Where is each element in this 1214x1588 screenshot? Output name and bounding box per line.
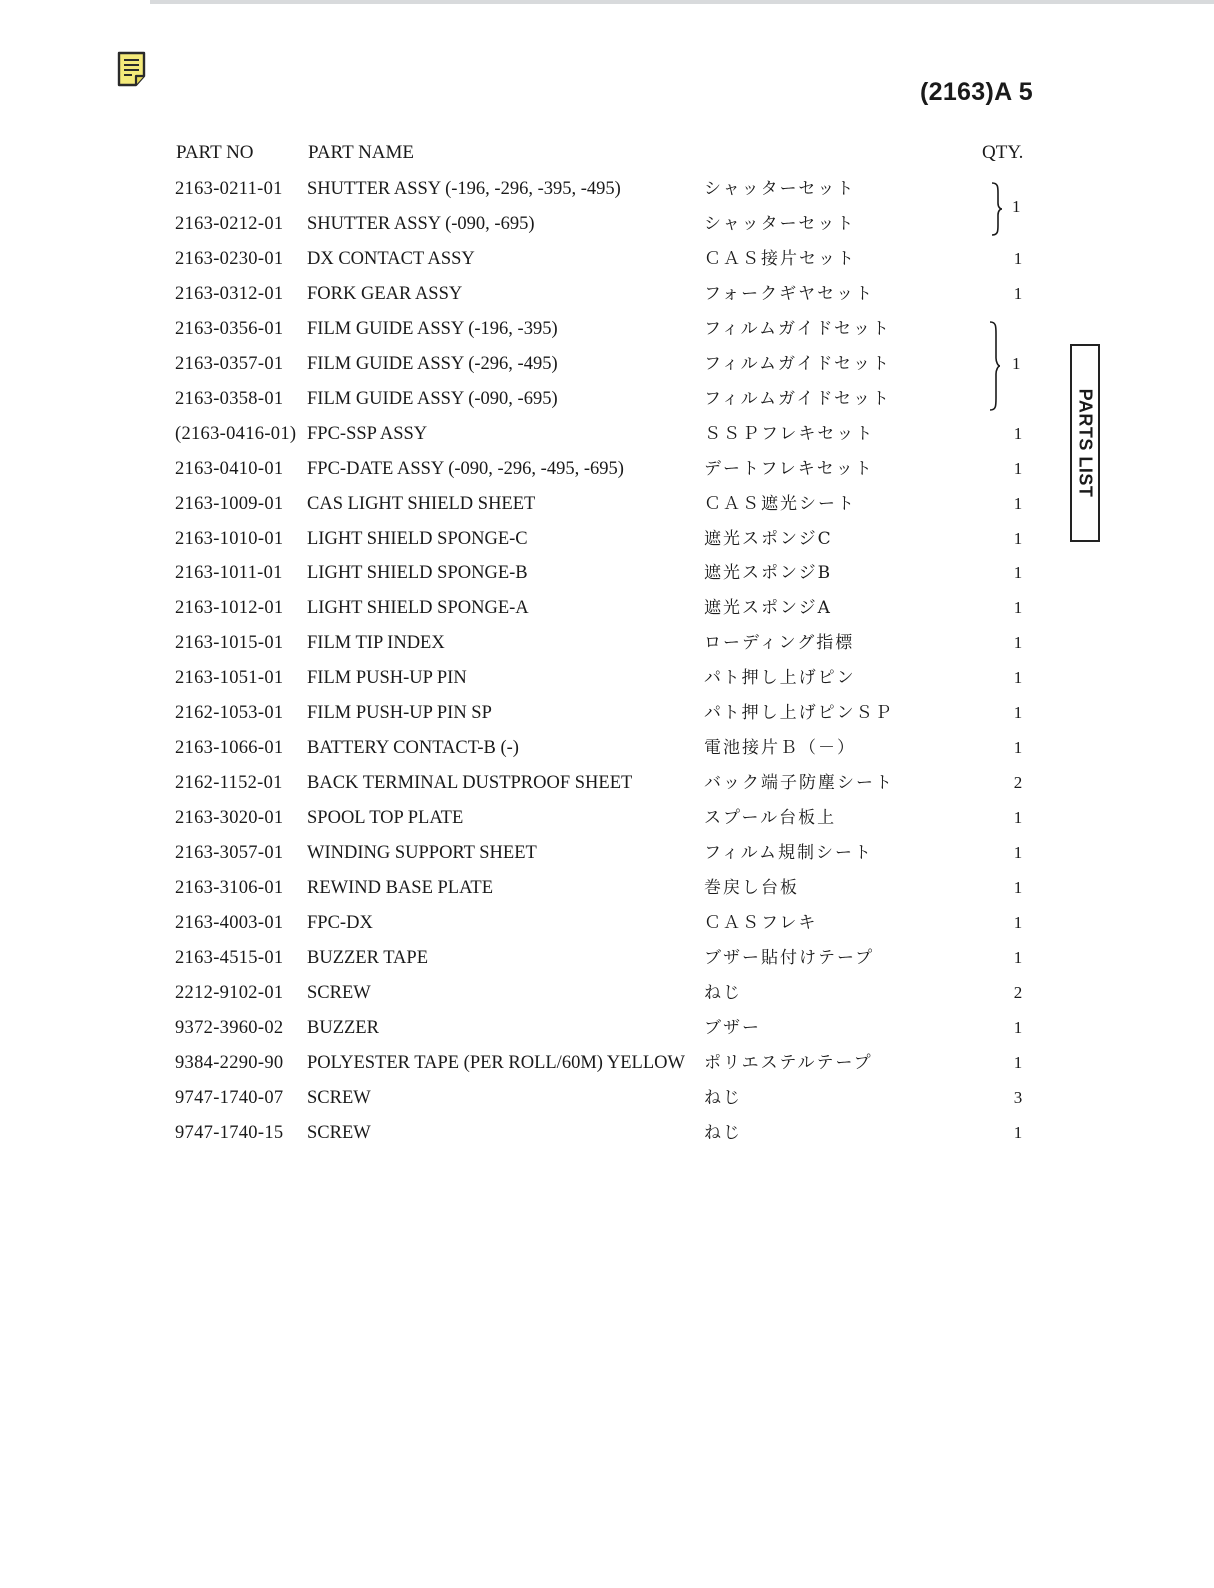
part-name-jp-cell: シャッターセット [704,179,856,199]
part-no-cell: 9747-1740-15 [175,1122,284,1143]
qty-cell: 1 [1013,458,1023,478]
table-row [0,528,1214,563]
top-edge-line [150,0,1214,4]
qty-cell: 3 [1013,1087,1023,1107]
table-row [0,1052,1214,1087]
part-name-cell: SCREW [307,1087,371,1108]
part-name-cell: CAS LIGHT SHIELD SHEET [307,493,536,514]
qty-cell: 1 [1013,248,1023,268]
note-icon[interactable] [116,50,148,88]
part-name-cell: BUZZER TAPE [307,947,428,968]
table-row [0,912,1214,947]
qty-cell: 1 [1013,703,1023,723]
parts-list-tab-label: PARTS LIST [1075,388,1096,498]
part-name-jp-cell: 電池接片Ｂ（－） [704,738,856,759]
part-name-cell: SHUTTER ASSY (-196, -296, -395, -495) [307,179,621,199]
part-name-jp-cell: 巻戻し台板 [704,878,799,898]
part-name-cell: SHUTTER ASSY (-090, -695) [307,213,535,234]
part-name-jp-cell: ポリエステルテープ [704,1052,873,1073]
part-name-jp-cell: ねじ [704,982,742,1003]
header-part-name: PART NAME [308,142,415,163]
part-no-cell: 2163-4515-01 [175,947,284,968]
part-no-cell: 2163-3057-01 [175,843,284,864]
qty-cell: 1 [1013,1052,1023,1072]
part-no-cell: 2163-1066-01 [175,738,284,759]
part-name-jp-cell: フィルムガイドセット [704,388,891,409]
part-name-jp-cell: 遮光スポンジB [704,563,833,584]
table-row [0,842,1214,877]
header-qty: QTY. [982,142,1024,163]
part-no-cell: 9384-2290-90 [175,1052,284,1073]
table-row [0,248,1214,283]
group-qty: 1 [1012,354,1021,373]
table-row [0,353,1214,388]
qty-cell: 1 [1013,878,1023,897]
part-name-jp-cell: フォークギヤセット [704,283,875,304]
part-name-jp-cell: ねじ [704,1087,742,1108]
qty-cell: 1 [1013,1017,1023,1037]
part-no-cell: 2163-1010-01 [175,528,284,549]
part-no-cell: 2163-1012-01 [175,598,284,619]
table-row [0,178,1214,213]
part-name-jp-cell: バック端子防塵シート [704,773,894,794]
part-no-cell: 2163-1011-01 [175,563,283,584]
part-name-cell: FILM GUIDE ASSY (-296, -495) [307,353,558,374]
qty-cell: 1 [1013,668,1023,688]
part-name-cell: FILM TIP INDEX [307,633,445,654]
qty-cell: 1 [1013,598,1023,618]
part-no-cell: 2163-0211-01 [175,179,283,199]
part-name-jp-cell: パト押し上げピンＳＰ [704,703,894,724]
table-row [0,1017,1214,1052]
table-row [0,318,1214,353]
part-name-cell: SCREW [307,982,371,1003]
qty-group-brace [990,181,1004,237]
part-no-cell: 9372-3960-02 [175,1017,284,1038]
qty-cell: 1 [1013,912,1023,932]
table-row [0,877,1214,912]
part-no-cell: 2162-1152-01 [175,773,283,794]
part-no-cell: 2163-0312-01 [175,283,284,304]
part-no-cell: 2163-0230-01 [175,248,284,269]
part-name-jp-cell: フィルムガイドセット [704,353,891,374]
part-name-jp-cell: ローディング指標 [704,633,855,654]
part-name-cell: BUZZER [307,1017,379,1038]
table-row [0,458,1214,493]
part-name-cell: FORK GEAR ASSY [307,283,463,304]
qty-cell: 1 [1013,423,1023,443]
table-row [0,493,1214,528]
part-name-jp-cell: フィルムガイドセット [704,318,891,339]
part-name-jp-cell: 遮光スポンジC [704,528,833,549]
part-name-cell: LIGHT SHIELD SPONGE-B [307,563,528,584]
part-name-jp-cell: ＳＳＰフレキセット [704,423,875,444]
part-no-cell: 2163-0356-01 [175,318,284,339]
part-no-cell: 2163-1009-01 [175,493,284,514]
part-no-cell: 2162-1053-01 [175,703,284,724]
part-name-cell: BATTERY CONTACT-B (-) [307,738,519,759]
part-name-cell: SPOOL TOP PLATE [307,808,464,829]
part-name-cell: FPC-DATE ASSY (-090, -296, -495, -695) [307,458,624,479]
part-no-cell: 2163-1015-01 [175,633,284,654]
part-name-jp-cell: スプール台板上 [704,808,837,829]
table-row [0,423,1214,458]
part-name-jp-cell: 遮光スポンジA [704,598,832,619]
table-row [0,772,1214,807]
table-row [0,702,1214,737]
part-no-cell: 9747-1740-07 [175,1087,284,1108]
qty-cell: 1 [1013,947,1023,967]
part-no-cell: 2163-0212-01 [175,213,284,234]
table-row [0,283,1214,318]
qty-cell: 1 [1013,493,1023,513]
part-name-cell: DX CONTACT ASSY [307,248,475,269]
table-row [0,1087,1214,1122]
part-name-cell: WINDING SUPPORT SHEET [307,843,537,864]
part-name-cell: POLYESTER TAPE (PER ROLL/60M) YELLOW [307,1052,685,1073]
part-no-cell: 2163-1051-01 [175,668,284,689]
qty-cell: 1 [1013,528,1023,548]
part-name-cell: FPC-SSP ASSY [307,423,428,444]
part-name-cell: FILM GUIDE ASSY (-090, -695) [307,388,558,409]
table-row [0,737,1214,772]
part-name-cell: SCREW [307,1122,371,1143]
part-name-cell: FILM PUSH-UP PIN [307,668,467,689]
parts-list-tab[interactable] [1070,344,1100,542]
part-name-jp-cell: ＣＡＳ遮光シート [704,493,856,514]
part-name-jp-cell: パト押し上げピン [704,668,856,689]
part-name-cell: FILM PUSH-UP PIN SP [307,703,492,724]
table-row [0,807,1214,842]
part-no-cell: 2163-0357-01 [175,353,284,374]
page-code: (2163)A 5 [920,78,1033,106]
qty-cell: 2 [1013,773,1023,793]
part-name-cell: FPC-DX [307,912,373,933]
table-row [0,667,1214,702]
qty-cell: 1 [1013,1122,1023,1142]
part-name-cell: LIGHT SHIELD SPONGE-A [307,598,529,619]
part-name-jp-cell: ねじ [704,1122,742,1143]
part-name-jp-cell: ブザー貼付けテープ [704,947,875,968]
part-name-jp-cell: シャッターセット [704,213,856,234]
table-row [0,388,1214,423]
part-name-jp-cell: フィルム規制シート [704,843,873,864]
table-row [0,947,1214,982]
table-row [0,213,1214,248]
part-name-jp-cell: ＣＡＳ接片セット [704,248,856,269]
part-name-cell: REWIND BASE PLATE [307,878,494,898]
part-name-cell: LIGHT SHIELD SPONGE-C [307,528,528,549]
qty-cell: 1 [1013,283,1023,303]
qty-cell: 1 [1013,808,1023,828]
part-no-cell: 2163-0410-01 [175,458,284,479]
part-no-cell: 2163-4003-01 [175,912,284,933]
part-name-jp-cell: ＣＡＳフレキ [704,912,818,933]
group-qty: 1 [1012,197,1021,216]
header-part-no: PART NO [176,142,254,163]
table-row [0,982,1214,1017]
part-no-cell: 2163-3106-01 [175,878,284,898]
qty-group-brace [988,320,1002,412]
part-no-cell: 2163-0358-01 [175,388,284,409]
part-name-cell: BACK TERMINAL DUSTPROOF SHEET [307,773,633,794]
part-name-jp-cell: デートフレキセット [704,458,874,479]
qty-cell: 1 [1013,633,1023,653]
part-no-cell: (2163-0416-01) [175,423,297,444]
part-name-cell: FILM GUIDE ASSY (-196, -395) [307,318,558,339]
table-row [0,632,1214,667]
qty-cell: 1 [1013,738,1023,758]
part-name-jp-cell: ブザー [704,1017,761,1038]
table-row [0,597,1214,632]
table-row [0,1122,1214,1157]
table-row [0,562,1214,597]
part-no-cell: 2212-9102-01 [175,982,284,1003]
qty-cell: 1 [1013,843,1023,863]
part-no-cell: 2163-3020-01 [175,808,284,829]
qty-cell: 2 [1013,982,1023,1002]
qty-cell: 1 [1013,563,1023,583]
